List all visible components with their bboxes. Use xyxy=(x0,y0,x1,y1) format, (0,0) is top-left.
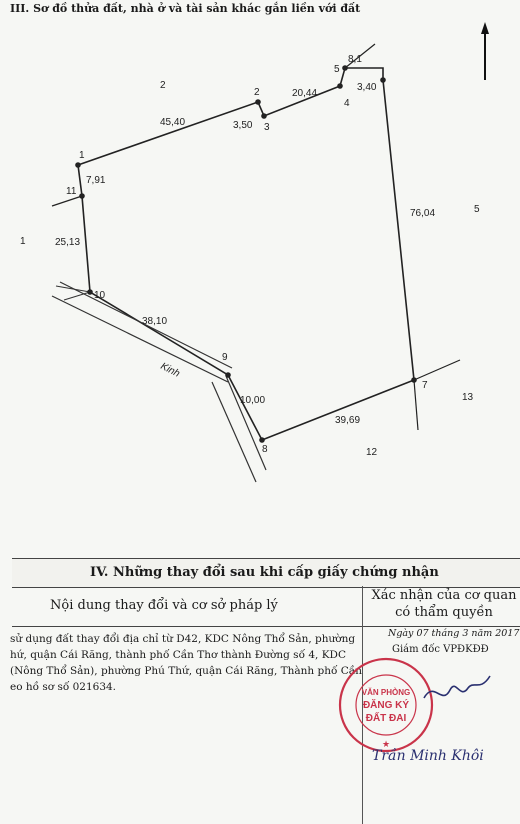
boundary-line-7-13 xyxy=(414,360,460,380)
col-right-header-line2: có thẩm quyền xyxy=(395,605,493,620)
boundary-line-11-1 xyxy=(52,196,82,206)
point-label-2: 2 xyxy=(254,87,260,98)
point-label-11: 11 xyxy=(66,186,77,197)
edge-length-11-10: 25,13 xyxy=(55,237,81,248)
section4-title: IV. Những thay đổi sau khi cấp giấy chứng nhận xyxy=(90,565,439,580)
svg-text:★: ★ xyxy=(381,740,391,750)
point-label-9: 9 xyxy=(222,352,228,363)
point-label-7: 7 xyxy=(422,380,428,391)
canal-label: Kinh xyxy=(158,360,182,380)
point-label-6: 8,1 xyxy=(348,54,362,65)
edge-length-10-9: 38,10 xyxy=(142,316,168,327)
svg-text:VĂN PHÒNG: VĂN PHÒNG xyxy=(361,688,411,697)
svg-text:ĐẤT ĐAI: ĐẤT ĐAI xyxy=(365,713,407,724)
content-line: (Nông Thổ Sản), phường Phú Thứ, quận Cái Răng, Thành phố Cần xyxy=(10,665,362,677)
content-line: sử dụng đất thay đổi địa chỉ từ D42, KDC Nông Thổ Sản, phường xyxy=(10,633,356,645)
edge-length-1-2: 45,40 xyxy=(160,117,186,128)
point-label-5: 5 xyxy=(334,64,340,75)
content-line: hứ, quận Cái Răng, thành phố Cần Thơ thành Đường số 4, KDC xyxy=(10,649,346,661)
section3-title: III. Sơ đồ thửa đất, nhà ở và tài sản khác gắn liền với đất xyxy=(10,2,361,15)
canal xyxy=(52,282,266,482)
edge-length-7-8: 39,69 xyxy=(335,415,361,426)
parcel-number-5: 5 xyxy=(474,204,480,215)
signer-role: Giám đốc VPĐKĐĐ xyxy=(392,644,489,655)
edge-length-1-11: 7,91 xyxy=(86,175,106,186)
edge-length-2-3: 3,50 xyxy=(233,120,253,131)
content-line: eo hồ sơ số 021634. xyxy=(10,681,117,693)
change-content xyxy=(10,631,362,695)
edge-length-4-5: 3,40 xyxy=(357,82,377,93)
parcel-number-12: 12 xyxy=(366,447,378,458)
signer-name: Trần Minh Khôi xyxy=(372,748,484,764)
confirmation-date: Ngày 07 tháng 3 năm 2017 xyxy=(388,628,520,639)
point-label-10: 10 xyxy=(94,290,106,301)
svg-text:ĐĂNG KÝ: ĐĂNG KÝ xyxy=(362,700,410,711)
parcel-number-1: 1 xyxy=(20,236,26,247)
point-label-4: 4 xyxy=(344,98,350,109)
section4-title-bar xyxy=(12,558,520,588)
signature-mark xyxy=(420,662,500,712)
edge-length-3-4: 20,44 xyxy=(292,88,318,99)
edge-length-9-8: 10,00 xyxy=(240,395,266,406)
edge-length-4-7: 76,04 xyxy=(410,208,436,219)
parcel-number-13: 13 xyxy=(462,392,474,403)
col-right-header xyxy=(368,587,520,621)
col-right-header-line1: Xác nhận của cơ quan xyxy=(371,588,517,603)
point-label-8: 8 xyxy=(262,444,268,455)
point-label-1: 1 xyxy=(79,150,85,161)
parcel-number-2: 2 xyxy=(160,80,166,91)
north-arrow-icon xyxy=(481,22,489,80)
boundary-line-7-12 xyxy=(414,380,418,430)
col-left-header: Nội dung thay đổi và cơ sở pháp lý xyxy=(50,598,278,613)
point-label-3: 3 xyxy=(264,122,270,133)
